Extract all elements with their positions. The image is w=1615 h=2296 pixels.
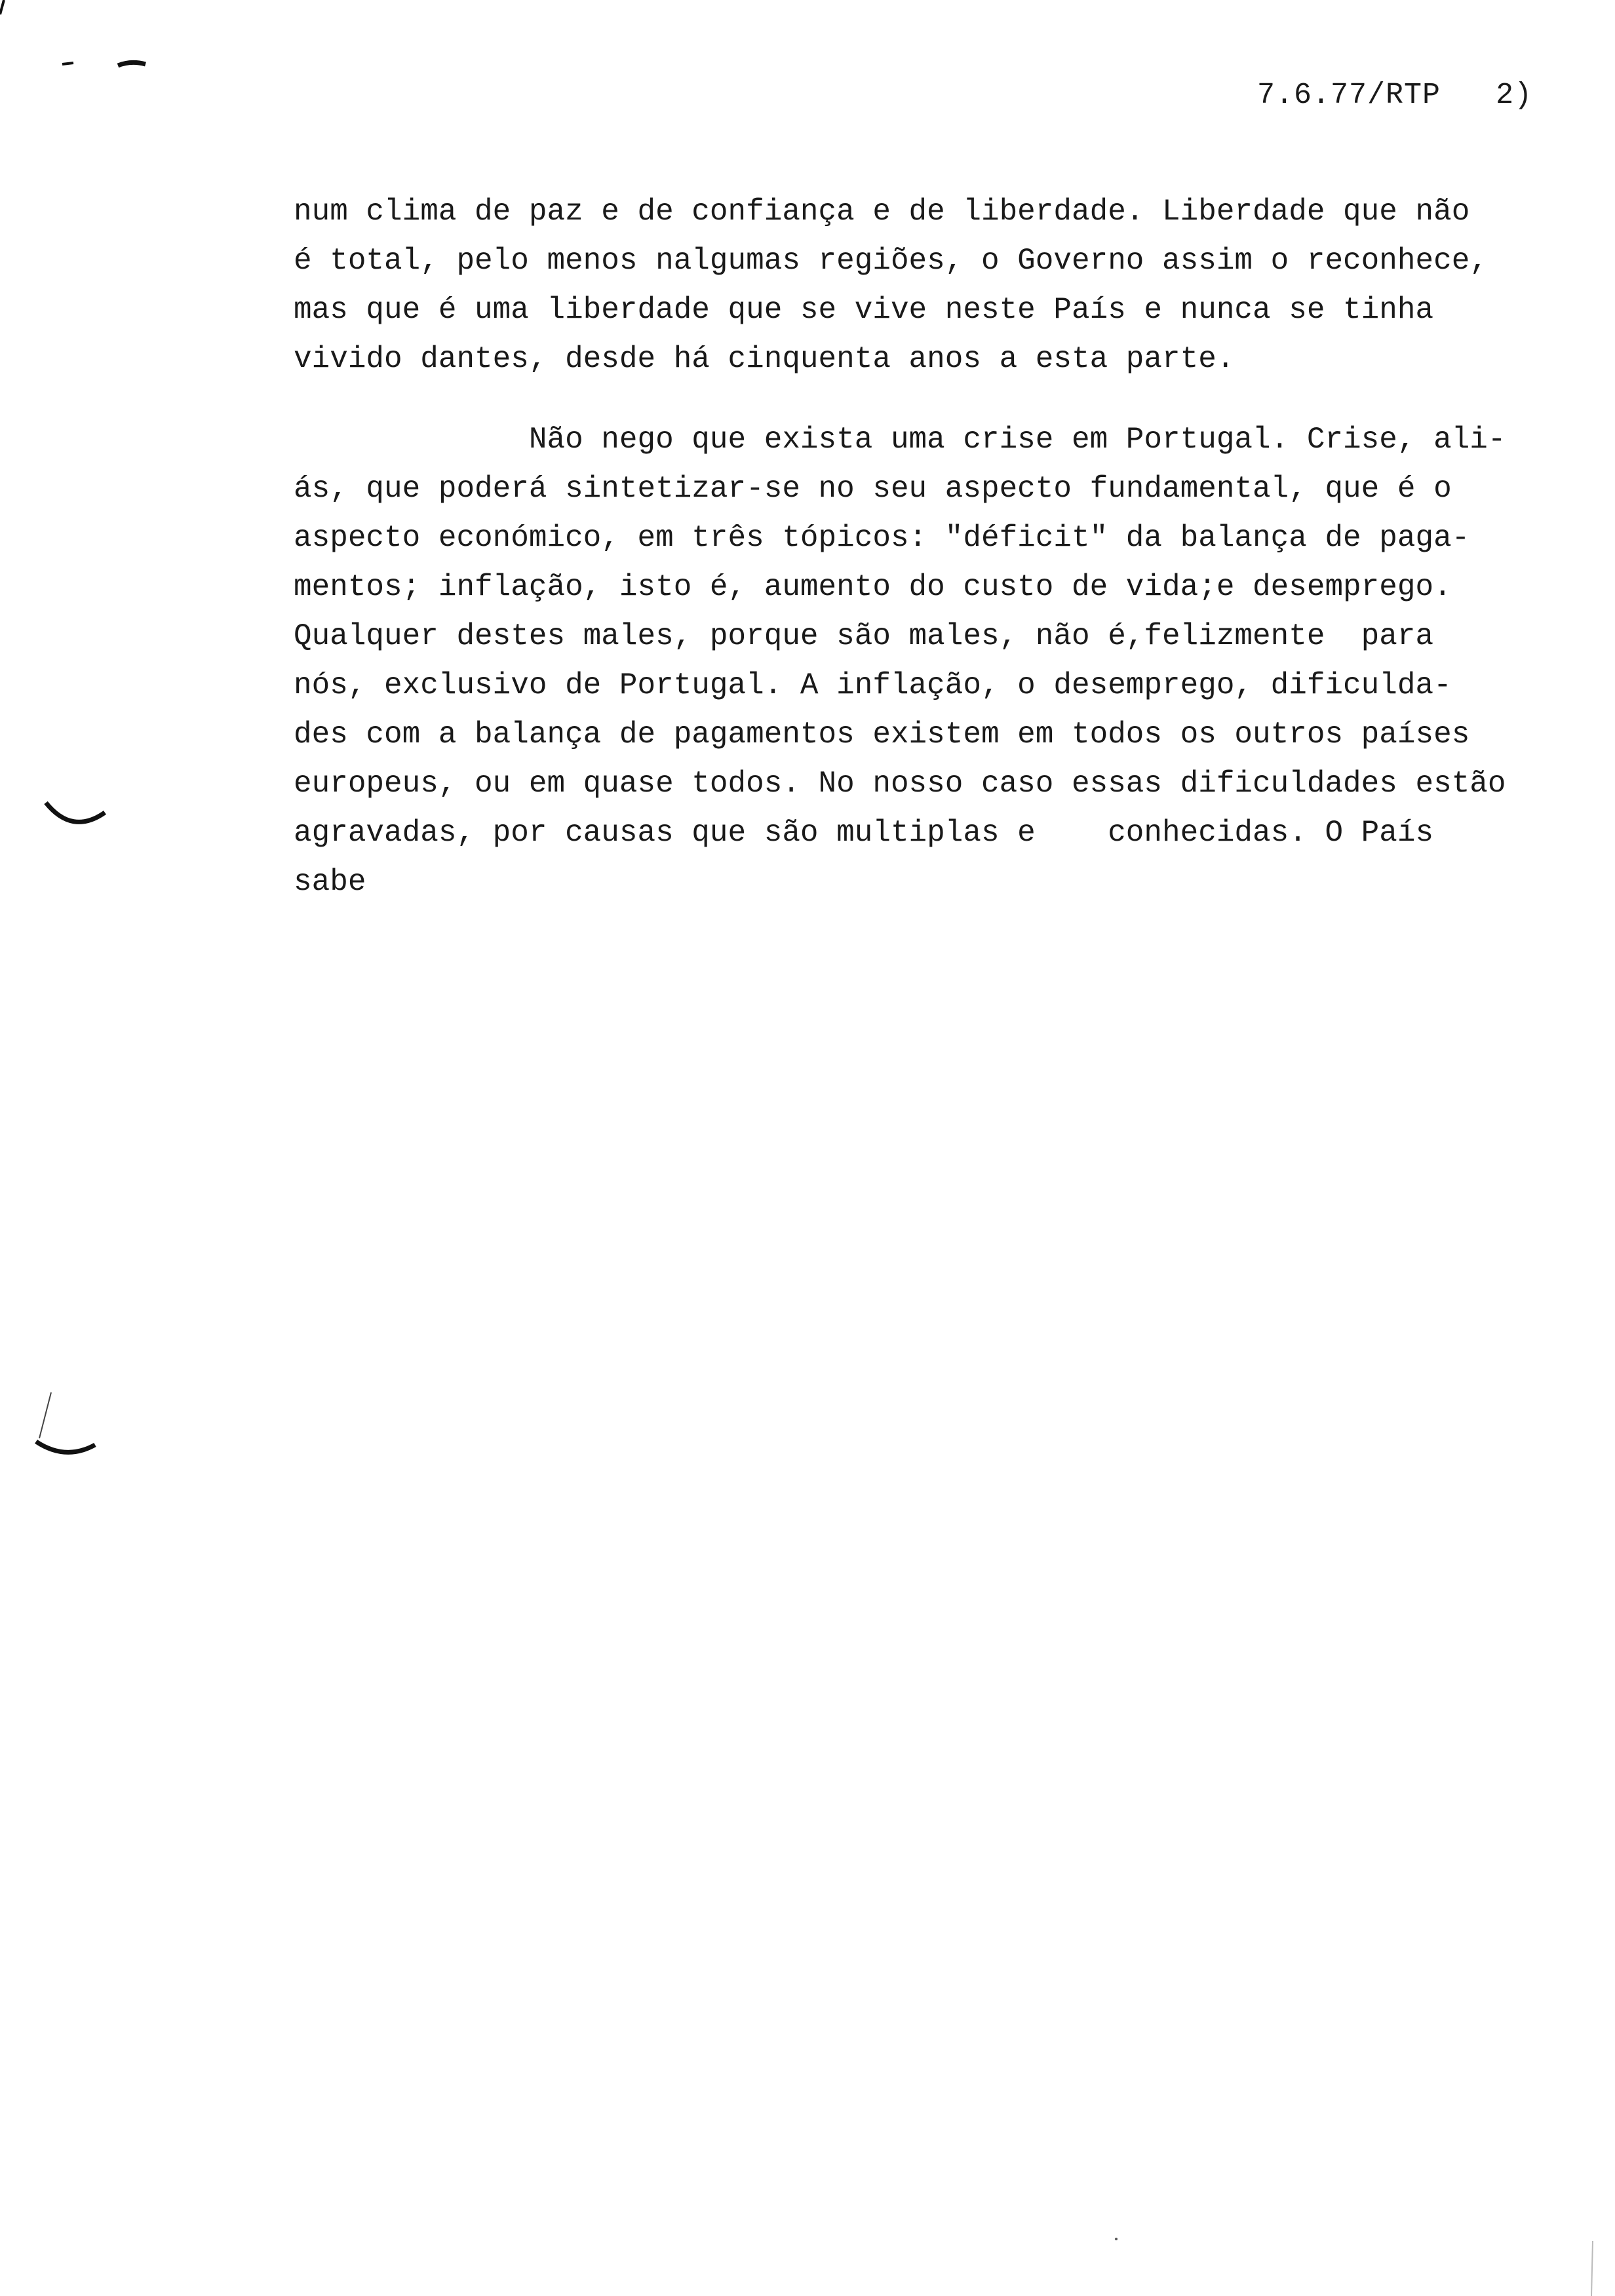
- text-line: mentos; inflação, isto é, aumento do custo de vida;e desemprego.: [294, 570, 1452, 604]
- text-line: sabe: [294, 865, 366, 899]
- page-header: [1257, 79, 1532, 112]
- hole-punch-mark-top: [62, 63, 73, 64]
- hole-punch-mark-bottom: [36, 1442, 95, 1452]
- text-line: nós, exclusivo de Portugal. A inflação, o desemprego, dificulda-: [294, 668, 1452, 702]
- text-line: Qualquer destes males, porque são males, não é,felizmente para: [294, 619, 1434, 653]
- text-line: europeus, ou em quase todos. No nosso caso essas dificuldades estão: [294, 767, 1506, 801]
- text-line: mas que é uma liberdade que se vive neste País e nunca se tinha: [294, 293, 1434, 327]
- document-reference: 7.6.77/RTP: [1257, 79, 1441, 112]
- hole-punch-mark-lower: [39, 1392, 51, 1438]
- corner-stroke-mark: [0, 0, 4, 14]
- speck-mark: [1115, 2238, 1118, 2240]
- text-line: agravadas, por causas que são multiplas e conhecidas. O País: [294, 816, 1434, 850]
- text-line: Não nego que exista uma crise em Portugal. Crise, ali-: [294, 423, 1506, 457]
- edge-mark: [1591, 2241, 1593, 2296]
- text-line: ás, que poderá sintetizar-se no seu aspecto fundamental, que é o: [294, 472, 1452, 506]
- text-line: vivido dantes, desde há cinquenta anos a esta parte.: [294, 342, 1235, 376]
- text-line: num clima de paz e de confiança e de liberdade. Liberdade que não: [294, 195, 1470, 229]
- text-line: aspecto económico, em três tópicos: "déficit" da balança de paga-: [294, 521, 1470, 555]
- text-line: des com a balança de pagamentos existem em todos os outros países: [294, 718, 1470, 752]
- hole-punch-mark-top-right: [118, 62, 146, 66]
- text-line: é total, pelo menos nalgumas regiões, o Governo assim o reconhece,: [294, 244, 1488, 278]
- hole-punch-mark-middle: [46, 803, 105, 822]
- page-number: 2): [1496, 79, 1533, 112]
